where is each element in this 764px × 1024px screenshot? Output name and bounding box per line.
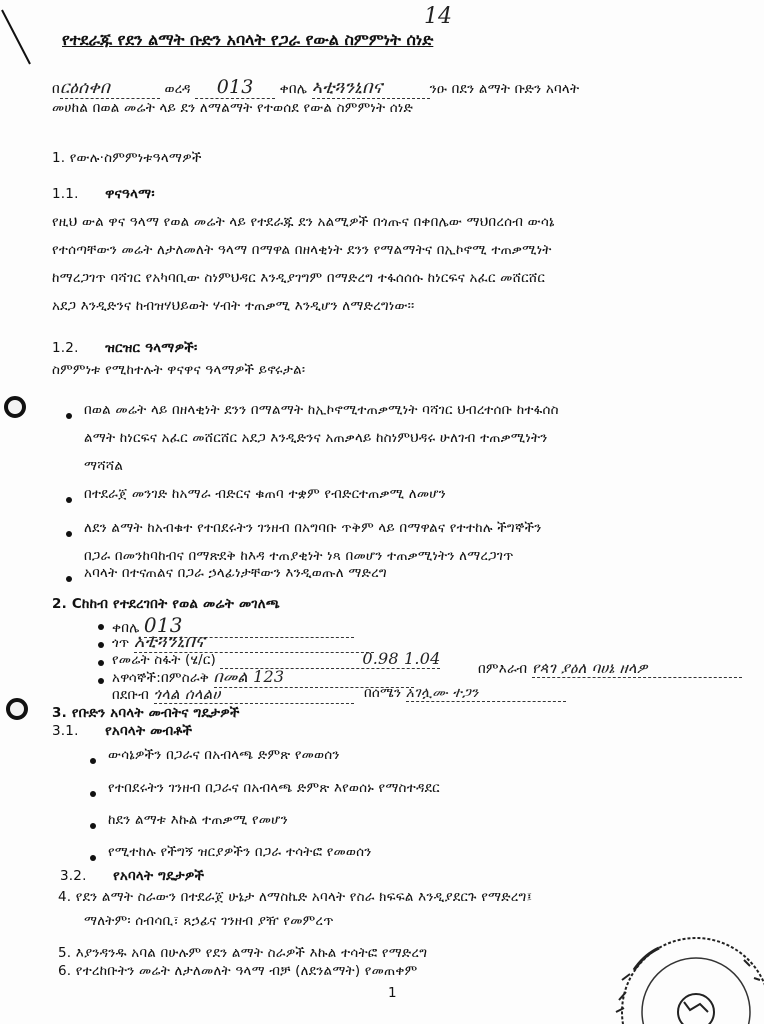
numbered-item [58,945,427,961]
bullet-icon [98,642,104,648]
item-number: 6. [58,963,72,979]
handwritten-value: በመል 123 [214,667,414,688]
paragraph-line: የዚህ ውል ዋና ዓላማ የወል መሬት ላይ የተደራጁ ደን አልሚዎች በጎጡና በቀበሌው ማህበረሰብ ውሳኔ [52,214,555,230]
wereda-label: ወረዳ [164,81,191,97]
paragraph-line: ከማረጋገጥ ባሻገር የአካባቢው ስነምህዳር እንዲያገግም በማድረግ ተፋሰሰሱ ከነርፍና አፈር መሸርሸር [52,270,546,286]
section-3-2-heading [60,868,204,884]
right-item: የሚተከሉ የችግኝ ዝርያዎችን በጋራ ተሳትፎ የመወሰን [108,844,372,860]
handwritten-value: አገሏሙ ተጋን [406,685,566,702]
item-number: 4. [58,889,72,905]
bullet-icon [90,855,96,861]
section-number: 1.2. [52,340,79,356]
bullet-icon [90,823,96,829]
kebele-label: ቀበሌ [279,81,308,97]
land-row-south [112,685,354,704]
section-2-heading: 2. Cከከብ የተደረገበት የወል መሬት መገለጫ [52,596,280,612]
paragraph-line: የተሰጣቸውን መሬት ለታለመለት ዓላማ በማዋል በዘላቂነት ደንን የማልማትና በኢኮኖሚ ተጠቃሚነት [52,242,552,258]
row-label: በደቡብ [112,687,150,703]
bullet-icon [90,758,96,764]
handwritten-value: ጎላል ሰላልሀ [154,685,354,704]
bullet-line: ማሻሻል [84,458,124,474]
bullet-line: በወል መሬት ላይ በዘላቂነት ደንን በማልማት ከኢኮኖሚተጠቃሚነት ባሻገር ህብረተሰቡ ከተፋሰስ [84,402,559,418]
section-number: 3.2. [60,868,87,884]
handwritten-value: 013 [144,613,354,638]
numbered-item [84,913,334,929]
row-label: የመሬት ስፋት (ሄ/ር) [112,652,216,668]
item-number: 5. [58,945,72,961]
bullet-icon [66,497,72,503]
section-title: የአባላት ግዴታዎች [113,868,205,884]
bullet-icon [66,576,72,582]
section-1-heading: 1. የውሉ·ስምምነቱዓላማዎች [52,150,202,166]
row-label: በምእራብ [478,661,528,677]
header-suffix: ንዑ በደን ልማት ቡድን አባላት [429,81,580,97]
punch-hole [4,396,26,418]
numbered-item [58,889,532,905]
handwritten-place: ኣቲጓንኒበና [312,77,430,99]
header-line-2: መሀከል በወል መሬት ላይ ደን ለማልማት የተወሰደ የውል ስምምነት ሰነድ [52,100,413,116]
handwritten-value: 0.98 1.04 [220,649,440,669]
bullet-icon [90,791,96,797]
paragraph-line: አደጋ እንዲድንና ከብዝሃህይወት ሃብት ተጠቃሚ እንዲሆን ለማድረግነው፡፡ [52,298,415,314]
item-text: የተረከቡትን መሬት ለታለመለት ዓላማ ብቻ (ለደንልማት) የመጠቀም [75,963,418,979]
handwritten-date: ርዕሰቀበ [60,78,160,99]
section-title: ዋናዓላማ፡ [105,186,155,202]
row-label: ጎጥ [112,635,130,651]
bullet-icon [98,624,104,630]
header-line-1 [52,76,579,99]
bullet-line: በተደራጀ መንገድ ከአማራ ብድርና ቁጠባ ተቋም የብድርተጠቃሚ ለመሆን [84,486,446,502]
section-number: 1.1. [52,186,79,202]
section-number: 3.1. [52,723,79,739]
row-label: በሰሜን [364,685,402,701]
row-label: አዋሳኞች:በምስራቅ [112,670,210,686]
section-1-1-heading [52,186,155,202]
bullet-line: አባላት በተናጠልና በጋራ ኃላፊነታቸውን እንዲወጡለ ማድረግ [84,565,387,581]
item-text: የደን ልማት ስራውን በተደራጀ ሁኔታ ለማስኬድ አባላት የስራ ክፍፍል እንዲያደርጉ የማድረግ፤ [75,889,533,905]
item-text: ማለትም፡ ሰብሳቢ፣ ጸኃፊና ገንዘብ ያዥ የመምረጥ [84,913,334,929]
row-label: ቀበሌ [112,620,140,636]
right-item: ውሳኔዎችን በጋራና በአብላጫ ድምጽ የመወሰን [108,747,340,763]
handwritten-number: 013 [195,76,275,99]
handwritten-value: አቲጓንኒበና [134,631,374,653]
bullet-icon [66,413,72,419]
section-3-1-heading [52,723,192,739]
section-title: የአባላት መብቶች [105,723,193,739]
section-1-2-heading [52,340,197,356]
handwritten-page-number: 14 [424,4,452,29]
prefix-text: በ [52,81,60,97]
document-title: የተደራጁ የደን ልማት ቡድን አባላት የጋራ የውል ስምምነት ሰነድ [62,30,434,49]
item-text: እያንዳንዱ አባል በሁሉም የደን ልማት ስራዎች እኩል ተሳትፎ የማድረግ [75,945,428,961]
section-3-heading: 3. የቡድን አባላት መብትና ግዴታዎች [52,705,240,721]
numbered-item [58,963,417,979]
handwritten-value: የጳገ ያዕለ ባሀኔ ዘላዎ [532,659,742,678]
bullet-icon [98,678,104,684]
section-1-2-intro: ስምምነቱ የሚከተሉት ዋናዋና ዓላማዎች ይኖሩታል፡ [52,362,306,378]
land-row-west [478,659,742,678]
corner-mark [0,0,40,70]
land-row-area [112,649,440,669]
official-stamp [604,930,764,1024]
bullet-line: በጋራ በመንከባከብና በማጽደቅ ከእዳ ተጠያቂነት ነጻ በመሆን ተጠቃሚነትን ለማረጋገጥ [84,548,514,564]
punch-hole [6,698,28,720]
section-title: ዝርዝር ዓላማዎች፡ [105,340,198,356]
land-row-north [364,685,566,702]
right-item: ከደን ልማቱ እኩል ተጠቃሚ የመሆን [108,812,288,828]
bullet-line: ልማት ከነርፍና አፈር መሸርሸር አደጋ እንዲድንና አጠቃላይ ከስነምህዳሩ ሁለገብ ተጠቃሚነትን [84,430,548,446]
bullet-icon [66,531,72,537]
bullet-icon [98,660,104,666]
right-item: የተበደሩትን ገንዘብ በጋራና በአብላጫ ድምጽ እየወሰኑ የማስተዳደር [108,780,440,796]
page-number: 1 [388,985,397,1001]
bullet-line: ለደን ልማት ከአብቁተ የተበደሩትን ገንዘብ በአግባቡ ጥቅም ላይ በማዋልና የተተከሉ ችግኞችን [84,520,542,536]
